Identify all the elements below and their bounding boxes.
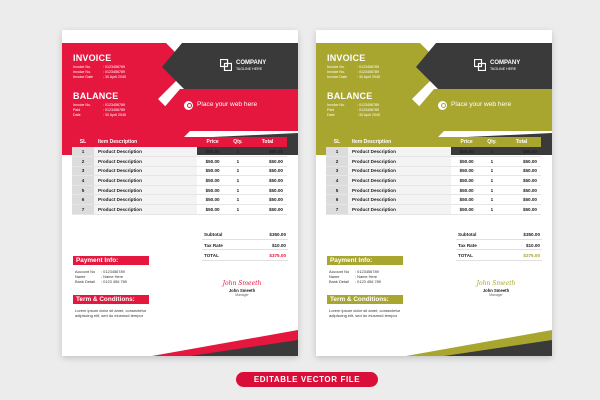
column-header: Price [197, 137, 227, 147]
table-row [72, 157, 287, 167]
table-row [326, 185, 541, 195]
table-cell: Product Description [94, 195, 197, 205]
table-cell: $50.00 [502, 147, 541, 157]
table-cell: $50.00 [502, 195, 541, 205]
table-row [72, 176, 287, 186]
payment-label: Name [75, 274, 86, 279]
payment-value: : 0123456789 [355, 269, 379, 274]
totals-value: $350.00 [269, 232, 286, 237]
table-cell: $50.00 [248, 166, 287, 176]
totals-label: Subtotal [458, 232, 477, 237]
header-info-value: : 0123456789 [103, 65, 125, 69]
table-cell: $50.00 [248, 195, 287, 205]
balance-title: BALANCE [327, 91, 373, 101]
column-header: Total [502, 137, 541, 147]
items-table-header [326, 137, 541, 147]
table-cell: Product Description [348, 205, 451, 215]
location-pin-icon [184, 101, 193, 110]
totals-value: $375.00 [523, 253, 540, 258]
table-cell: $50.00 [502, 176, 541, 186]
table-cell: 3 [72, 166, 94, 176]
column-header: Qty. [228, 137, 248, 147]
header-info-label: Invoice No. [73, 65, 91, 69]
website-text: Place your web here [451, 101, 512, 108]
header-info-row [327, 113, 407, 117]
header-info-row [327, 70, 407, 74]
company-logo-icon [220, 59, 232, 71]
table-row [326, 205, 541, 215]
column-header: Price [451, 137, 481, 147]
header-info-row [327, 75, 407, 79]
table-cell: 1 [228, 205, 248, 215]
totals-block [202, 229, 288, 261]
terms-text: Lorem ipsum dolor sit amet, consectetur adipiscing elit, sed do eiusmod tempor [329, 308, 401, 318]
invoice-sheet-red [62, 30, 298, 356]
totals-value: $375.00 [269, 253, 286, 258]
table-cell: 1 [228, 147, 248, 157]
column-header: Item Description [94, 137, 197, 147]
totals-row [202, 240, 288, 251]
header-info-label: Invoice Date [327, 75, 347, 79]
table-cell: $50.00 [248, 185, 287, 195]
footer-shapes [316, 326, 552, 356]
header-info-value: : 30 April 2045 [103, 113, 126, 117]
table-cell: $50.00 [451, 147, 481, 157]
table-cell: Product Description [94, 205, 197, 215]
payment-info-rows [75, 269, 127, 284]
table-cell: $50.00 [451, 166, 481, 176]
totals-row [202, 229, 288, 240]
payment-info-rows [329, 269, 381, 284]
table-cell: $50.00 [197, 185, 227, 195]
header-info-label: Invoice No. [327, 103, 345, 107]
table-cell: $50.00 [197, 205, 227, 215]
totals-label: TOTAL [204, 253, 219, 258]
signature-script: John Smeeth [476, 280, 516, 287]
signature-script: John Smeeth [222, 280, 262, 287]
table-cell: 1 [482, 147, 502, 157]
website-line [438, 101, 548, 111]
header-info-row [327, 103, 407, 107]
table-row [326, 166, 541, 176]
company-logo-icon [474, 59, 486, 71]
table-row [326, 176, 541, 186]
table-cell: $50.00 [451, 195, 481, 205]
terms-title: Term & Conditions: [327, 295, 403, 304]
payment-info-title: Payment Info: [327, 256, 403, 265]
location-pin-icon [438, 101, 447, 110]
header-info-label: Date [327, 113, 335, 117]
header-info-row [73, 108, 153, 112]
table-cell: 5 [72, 185, 94, 195]
payment-value: : 0123456789 [101, 269, 125, 274]
payment-label: Bank Detail [75, 279, 95, 284]
header-info-row [327, 65, 407, 69]
table-cell: 1 [228, 166, 248, 176]
header-info-label: Invoice No. [73, 70, 91, 74]
table-cell: Product Description [94, 157, 197, 167]
header-info-label: Invoice No. [327, 65, 345, 69]
table-cell: 4 [72, 176, 94, 186]
table-cell: $50.00 [451, 205, 481, 215]
column-header: Qty. [482, 137, 502, 147]
payment-label: Account No [329, 269, 350, 274]
terms-title: Term & Conditions: [73, 295, 149, 304]
table-cell: 1 [482, 205, 502, 215]
header-info-label: Invoice Date [73, 75, 93, 79]
table-cell: 1 [482, 166, 502, 176]
payment-label: Account No [75, 269, 96, 274]
header-info-value: : 0123456789 [357, 108, 379, 112]
totals-block [456, 229, 542, 261]
table-cell: 1 [482, 185, 502, 195]
company-name: COMPANY [236, 60, 267, 66]
invoice-title: INVOICE [327, 53, 366, 63]
header-info-value: : 0123456789 [357, 65, 379, 69]
items-table-body [326, 147, 541, 214]
totals-row [456, 229, 542, 240]
table-cell: $50.00 [451, 157, 481, 167]
payment-info-row [75, 279, 127, 284]
header-info-label: Invoice No. [73, 103, 91, 107]
payment-value: : 0123 456 789 [355, 279, 381, 284]
table-cell: 1 [228, 176, 248, 186]
totals-label: Tax Rate [458, 242, 477, 248]
signature-role: Manager [489, 293, 503, 297]
table-cell: $50.00 [502, 185, 541, 195]
totals-value: $10.00 [271, 242, 286, 248]
table-cell: $50.00 [502, 157, 541, 167]
totals-row [202, 250, 288, 261]
payment-value: : 0123 456 789 [101, 279, 127, 284]
table-cell: 6 [72, 195, 94, 205]
header-info-row [73, 75, 153, 79]
table-cell: 2 [326, 157, 348, 167]
totals-row [456, 240, 542, 251]
table-cell: 5 [326, 185, 348, 195]
payment-value: : Name Here [101, 274, 124, 279]
column-header: Total [248, 137, 287, 147]
header-info-value: : 30 April 2045 [357, 75, 380, 79]
table-row [72, 147, 287, 157]
table-cell: 6 [326, 195, 348, 205]
header-info-label: Paid [73, 108, 81, 112]
header-info-row [73, 103, 153, 107]
table-row [326, 157, 541, 167]
signature-role: Manager [235, 293, 249, 297]
header-info-row [73, 113, 153, 117]
table-cell: 2 [72, 157, 94, 167]
table-cell: Product Description [348, 147, 451, 157]
header-info-label: Invoice No. [327, 70, 345, 74]
invoice-title: INVOICE [73, 53, 112, 63]
table-cell: $50.00 [451, 185, 481, 195]
column-header: SL [72, 137, 94, 147]
terms-text: Lorem ipsum dolor sit amet, consectetur adipiscing elit, sed do eiusmod tempor [75, 308, 147, 318]
totals-value: $10.00 [525, 242, 540, 248]
table-cell: $50.00 [197, 195, 227, 205]
table-cell: 1 [482, 176, 502, 186]
company-logo [220, 59, 292, 73]
items-table [326, 137, 541, 215]
table-cell: $50.00 [197, 157, 227, 167]
table-cell: $50.00 [248, 157, 287, 167]
table-cell: 1 [326, 147, 348, 157]
table-cell: $50.00 [197, 176, 227, 186]
table-row [326, 195, 541, 205]
website-line [184, 101, 294, 111]
table-cell: Product Description [348, 195, 451, 205]
header-info-value: : 30 April 2045 [103, 75, 126, 79]
header-info-label: Date [73, 113, 81, 117]
table-cell: $50.00 [248, 205, 287, 215]
header-info-row [73, 70, 153, 74]
header-info-row [73, 65, 153, 69]
table-cell: Product Description [94, 166, 197, 176]
table-row [72, 205, 287, 215]
editable-vector-file-badge: EDITABLE VECTOR FILE [236, 372, 378, 387]
table-cell: $50.00 [451, 176, 481, 186]
table-cell: $50.00 [197, 166, 227, 176]
totals-label: TOTAL [458, 253, 473, 258]
totals-label: Tax Rate [204, 242, 223, 248]
header-info-value: : 0123456789 [103, 70, 125, 74]
items-table-header [72, 137, 287, 147]
items-table-body [72, 147, 287, 214]
table-cell: Product Description [94, 147, 197, 157]
header-info-value: : 0123456789 [357, 70, 379, 74]
table-cell: 1 [228, 185, 248, 195]
table-row [72, 166, 287, 176]
payment-value: : Name Here [355, 274, 378, 279]
header-info-label: Paid [327, 108, 335, 112]
payment-info-row [329, 279, 381, 284]
signature-name: John Smeeth [228, 288, 256, 293]
table-cell: 1 [228, 157, 248, 167]
table-cell: Product Description [94, 176, 197, 186]
table-cell: 3 [326, 166, 348, 176]
payment-label: Name [329, 274, 340, 279]
table-cell: $50.00 [502, 166, 541, 176]
balance-title: BALANCE [73, 91, 119, 101]
table-cell: $50.00 [248, 147, 287, 157]
header-info-value: : 0123456789 [103, 108, 125, 112]
table-cell: 7 [72, 205, 94, 215]
table-row [72, 185, 287, 195]
table-row [72, 195, 287, 205]
table-row [326, 147, 541, 157]
company-tagline: TAGLINE HERE [490, 67, 517, 71]
table-cell: $50.00 [197, 147, 227, 157]
table-cell: 1 [228, 195, 248, 205]
table-cell: 7 [326, 205, 348, 215]
totals-value: $350.00 [523, 232, 540, 237]
footer-shapes [62, 326, 298, 356]
payment-info-title: Payment Info: [73, 256, 149, 265]
signature-block [466, 280, 526, 297]
invoice-sheet-olive [316, 30, 552, 356]
header-info-row [327, 108, 407, 112]
table-cell: Product Description [348, 166, 451, 176]
table-cell: 1 [482, 195, 502, 205]
table-cell: 1 [482, 157, 502, 167]
totals-row [456, 250, 542, 261]
totals-label: Subtotal [204, 232, 223, 237]
table-cell: Product Description [348, 157, 451, 167]
payment-label: Bank Detail [329, 279, 349, 284]
signature-name: John Smeeth [482, 288, 510, 293]
table-cell: Product Description [348, 176, 451, 186]
company-name: COMPANY [490, 60, 521, 66]
table-cell: $50.00 [248, 176, 287, 186]
column-header: SL [326, 137, 348, 147]
header-info-value: : 0123456789 [357, 103, 379, 107]
table-cell: Product Description [94, 185, 197, 195]
table-cell: Product Description [348, 185, 451, 195]
header-info-value: : 30 April 2045 [357, 113, 380, 117]
header-info-value: : 0123456789 [103, 103, 125, 107]
company-logo [474, 59, 546, 73]
signature-block [212, 280, 272, 297]
items-table [72, 137, 287, 215]
website-text: Place your web here [197, 101, 258, 108]
table-cell: $50.00 [502, 205, 541, 215]
column-header: Item Description [348, 137, 451, 147]
table-cell: 4 [326, 176, 348, 186]
table-cell: 1 [72, 147, 94, 157]
company-tagline: TAGLINE HERE [236, 67, 263, 71]
